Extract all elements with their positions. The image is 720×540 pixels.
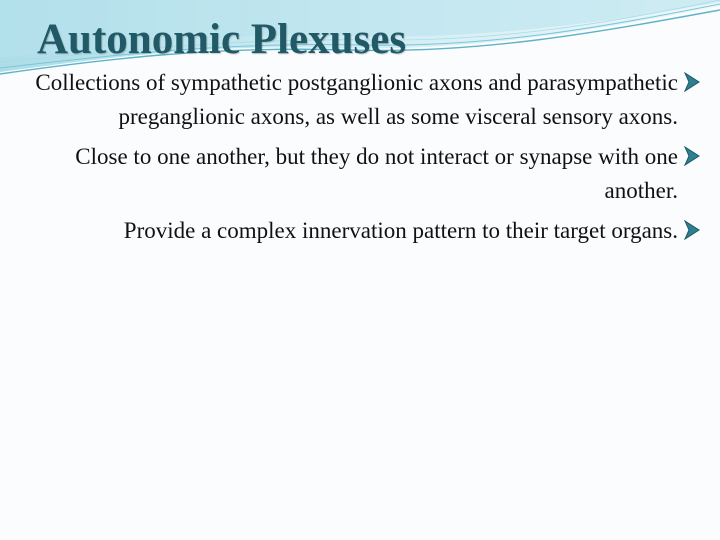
list-item bbox=[30, 66, 700, 134]
arrowhead-bullet-icon bbox=[684, 72, 700, 92]
bullet-text: Collections of sympathetic postganglionic axons and parasympathetic preganglionic axons, as well as some visceral sensory axons. bbox=[35, 70, 678, 129]
arrowhead-bullet-icon bbox=[684, 220, 700, 240]
list-item bbox=[30, 214, 700, 248]
arrowhead-bullet-icon bbox=[684, 146, 700, 166]
list-item bbox=[30, 140, 700, 208]
bullet-list bbox=[30, 66, 700, 254]
slide-title: Autonomic Plexuses bbox=[37, 16, 407, 63]
bullet-text: Provide a complex innervation pattern to their target organs. bbox=[123, 218, 678, 243]
bullet-text: Close to one another, but they do not interact or synapse with one another. bbox=[75, 144, 678, 203]
